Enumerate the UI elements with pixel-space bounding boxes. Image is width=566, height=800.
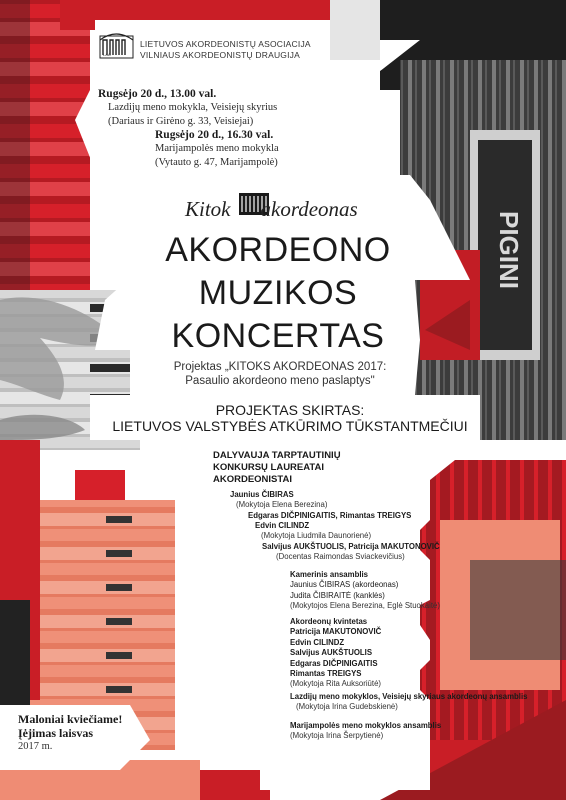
soloist-1 [230,490,327,511]
accordion-quintet [290,617,381,690]
event-1-venue: Lazdijų meno mokykla, Veisiejų skyrius [108,102,278,113]
ensemble-teacher: (Mokytoja Irina Šerpytienė) [290,731,384,741]
ensemble-name: Lazdijų meno mokyklos, Veisiejų skyriaus akordeonų ansamblis [290,692,528,701]
logo-text-part-2: akordeonas [260,197,358,221]
organizer-line-1: LIETUVOS AKORDEONISTŲ ASOCIACIJA [140,39,311,49]
invitation [18,712,122,754]
chamber-heading: Kamerinis ansamblis [290,570,369,579]
quintet-member: Patricija MAKUTONOVIČ [290,627,382,637]
event-2-datetime: Rugsėjo 20 d., 16.30 val. [155,129,274,141]
quintet-member: Edgaras DIČPINIGAITIS [290,658,378,668]
participants-header-line-1: DALYVAUJA TARPTAUTINIŲ [213,450,341,461]
soloist-name: Edgaras DIČPINIGAITIS, Rimantas TREIGYS [248,511,412,520]
ensemble-1 [290,692,527,713]
soloist-name: Salvijus AUKŠTUOLIS, Patricija MAKUTONOVIČ [262,542,440,551]
participants-header-line-2: KONKURSŲ LAUREATAI [213,462,325,473]
chamber-ensemble [290,570,440,612]
ensemble-name: Marijampolės meno mokyklos ansamblis [290,721,442,730]
accordion-brand-text: PIGINI [494,210,524,290]
title-line-1: AKORDEONO [165,231,391,269]
quintet-member: Salvijus AUKŠTUOLIS [290,648,373,658]
project-name [140,360,420,388]
invite-line-2: Įėjimas laisvas [18,726,93,740]
soloist-teacher: (Docentas Raimondas Sviackevičius) [276,552,405,562]
soloist-2 [248,511,411,521]
ensemble-teacher: (Mokytoja Irina Gudebskienė) [296,702,398,712]
quintet-member: Rimantas TREIGYS [290,669,362,679]
project-logo-text [185,197,358,222]
soloist-4 [262,542,440,563]
quintet-teacher: (Mokytoja Rita Auksoriūtė) [290,679,381,689]
dedication-line-2: LIETUVOS VALSTYBĖS ATKŪRIMO TŪKSTANTMEČIUI [112,418,468,434]
chamber-member: Judita ČIBIRAITĖ (kanklės) [290,590,385,600]
invite-year: 2017 m. [18,741,53,752]
ensemble-2 [290,721,441,742]
soloist-name: Edvin CILINDZ [255,521,310,530]
chamber-member: Jaunius ČIBIRAS (akordeonas) [290,580,399,590]
quintet-heading: Akordeonų kvintetas [290,617,368,626]
quintet-member: Edvin CILINDZ [290,637,345,647]
logo-label: LAA [103,52,111,57]
soloist-teacher: (Mokytoja Liudmila Daunorienė) [261,531,372,541]
organizers [140,39,311,61]
dedication-line-1: PROJEKTAS SKIRTAS: [215,402,365,418]
title-line-3: KONCERTAS [171,317,385,355]
project-line-1: Projektas „KITOKS AKORDEONAS 2017: [173,361,387,373]
chamber-teachers: (Mokytojos Elena Berezina, Eglė Stuokaitė) [290,601,440,611]
event-2-venue: Marijampolės meno mokykla [155,143,279,154]
event-1-datetime: Rugsėjo 20 d., 13.00 val. [98,88,217,100]
organizer-line-2: VILNIAUS AKORDEONISTŲ DRAUGIJA [140,50,300,60]
dedication [100,402,480,434]
participants-header [213,450,341,486]
event-1 [98,87,277,129]
soloist-3 [255,521,371,542]
logo-text-part-1: Kitok [185,197,231,221]
event-1-address: (Dariaus ir Girėno g. 33, Veisiejai) [108,116,254,127]
event-2-address: (Vytauto g. 47, Marijampolė) [155,157,278,168]
project-line-2: Pasaulio akordeono meno paslaptys" [185,375,375,387]
participants-header-line-3: AKORDEONISTAI [213,474,292,485]
soloist-teacher: (Mokytoja Elena Berezina) [236,500,328,510]
title-line-2: MUZIKOS [198,274,358,312]
invite-line-1: Maloniai kviečiame! [18,712,123,726]
event-2 [125,128,279,170]
soloist-name: Jaunius ČIBIRAS [230,490,294,499]
